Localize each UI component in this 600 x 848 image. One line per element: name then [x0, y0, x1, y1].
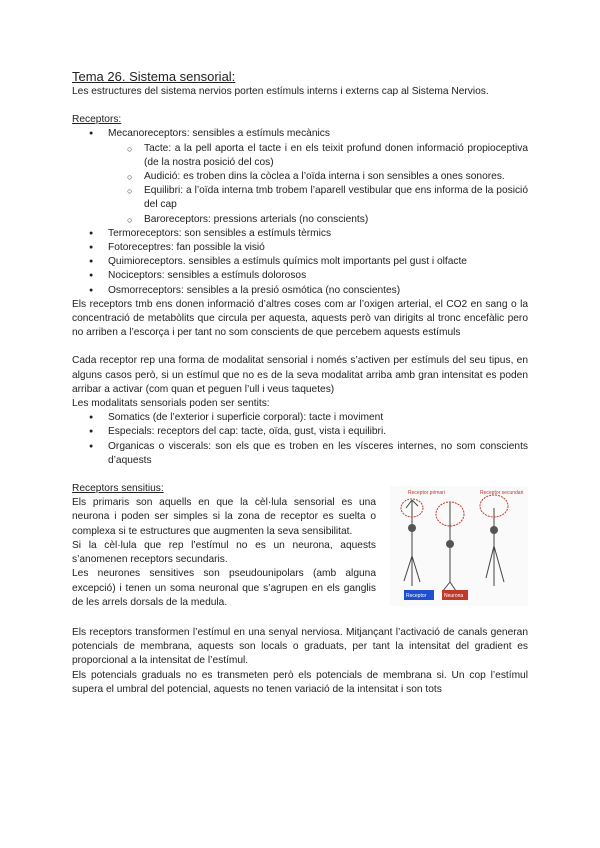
figure-label-right: Receptor secundari	[480, 490, 524, 497]
receptors-list	[72, 127, 528, 297]
list-item-text: Osmorreceptors: sensibles a la presió osmótica (no conscientes)	[108, 284, 401, 296]
list-item	[72, 241, 528, 255]
list-item-text: ● Organicas o viscerals: son els que es troben en les vísceres internes, no som conscients d’aquests	[108, 440, 528, 466]
list-item	[72, 184, 528, 212]
list-item	[72, 440, 528, 468]
list-item	[72, 269, 528, 283]
modalitat-lead: Les modalitats sensorials poden ser sentits:	[72, 398, 270, 410]
final-p2: Els potencials graduals no es transmeten però els potencials de membrana si. Un cop l’estímul supera el umbral del potencial, aquests no tenen variació de la intensitat i son tots	[72, 669, 528, 695]
receptors-heading: Receptors:	[72, 114, 122, 126]
final-p1: Els receptors transformen l’estímul en una senyal nerviosa. Mitjançant l’activació de canals generan potencials de membrana, aquests son locals o graduats, per tant la intensitat del gradient es proporcional a la intensitat de l’estímul.	[72, 627, 528, 667]
list-item	[72, 213, 528, 227]
sensitius-p3: Les neurones sensitives son pseudounipolars (amb alguna excepció) i tenen un soma neuronal que s’agrupen en els ganglis de les arrels dorsals de la medula.	[72, 568, 376, 608]
figure-tag-right: Neurona	[444, 593, 464, 600]
receptor-neuron-figure	[390, 486, 528, 606]
list-item-text: ● Somatics (de l’exterior i superficie corporal): tacte i moviment	[108, 412, 384, 424]
receptors-after-text: Els receptors tmb ens donen informació d’altres coses com ar l’oxigen arterial, el CO2 en sang o la concentració de metabòlits que circula per aquesta, aquests però van dirigits al tronc encefàlic pero no arriben a l’escorça i per tant no som conscients de que percebem aquests estímuls	[72, 298, 528, 339]
list-item	[72, 142, 528, 170]
page-title: Tema 26. Sistema sensorial:	[72, 69, 236, 84]
list-item-text: ○ Equilibri: a l’oïda interna tmb trobem l’aparell vestibular que ens informa de la posició del cap	[144, 185, 528, 211]
list-item	[72, 127, 528, 226]
list-item-text: ○ Baroreceptors: pressions arterials (no conscients)	[144, 213, 369, 225]
list-item	[72, 227, 528, 241]
list-item-text: ○ Audició: es troben dins la còclea a l’oïda interna i son sensibles a ones sonores.	[144, 171, 505, 183]
list-item-text: Mecanoreceptors: sensibles a estímuls mecànics	[108, 128, 330, 140]
list-item-text: Quimioreceptors. sensibles a estímuls químics molt importants pel gust i olfacte	[108, 256, 467, 268]
sensitius-p2: Si la cèl·lula que rep l’estímul no es un neurona, aquests s’anomenen receptors secundaris.	[72, 539, 376, 566]
list-item-text: Fotoreceptres: fan possible la visió	[108, 242, 265, 254]
list-item	[72, 425, 528, 439]
sensitius-heading: Receptors sensitius:	[72, 483, 164, 495]
sensitius-section	[72, 482, 528, 612]
intro-text: Les estructures del sistema nervios porten estímuls interns i externs cap al Sistema Nervios.	[72, 86, 489, 97]
figure-label-left: Receptor primari	[408, 490, 445, 497]
list-item	[72, 170, 528, 184]
list-item-text: Nociceptors: sensibles a estímuls dolorosos	[108, 270, 307, 282]
list-item-text: ○ Tacte: a la pell aporta el tacte i en els teixit profund donen informació propioceptiva (de la nostra posició del cos)	[144, 142, 528, 168]
modalitat-paragraph: Cada receptor rep una forma de modalitat sensorial i només s’activen per estímuls del seu tipus, en alguns casos però, si un estímul que no es de la seva modalitat arriba amb gran intensitat es poden arribar a activar (com quan et peguen l’ull i veus taquetes)	[72, 355, 528, 395]
list-item	[72, 255, 528, 269]
list-item	[72, 411, 528, 425]
sublist	[72, 142, 528, 227]
sensitius-p1: Els primaris son aquells en que la cèl·lula sensorial es una neurona i poden ser simples si la zona de receptor es suelta o complexa si te estructures que augmenten la seva sensibilitat.	[72, 497, 376, 537]
document-page	[72, 68, 528, 697]
figure-tag-left: Receptor	[406, 593, 427, 600]
list-item-text: ● Especials: receptors del cap: tacte, oïda, gust, vista i equilibri.	[108, 426, 387, 438]
modalitat-list	[72, 411, 528, 468]
list-item-text: Termoreceptors: son sensibles a estímuls tèrmics	[108, 227, 332, 239]
list-item	[72, 284, 528, 298]
